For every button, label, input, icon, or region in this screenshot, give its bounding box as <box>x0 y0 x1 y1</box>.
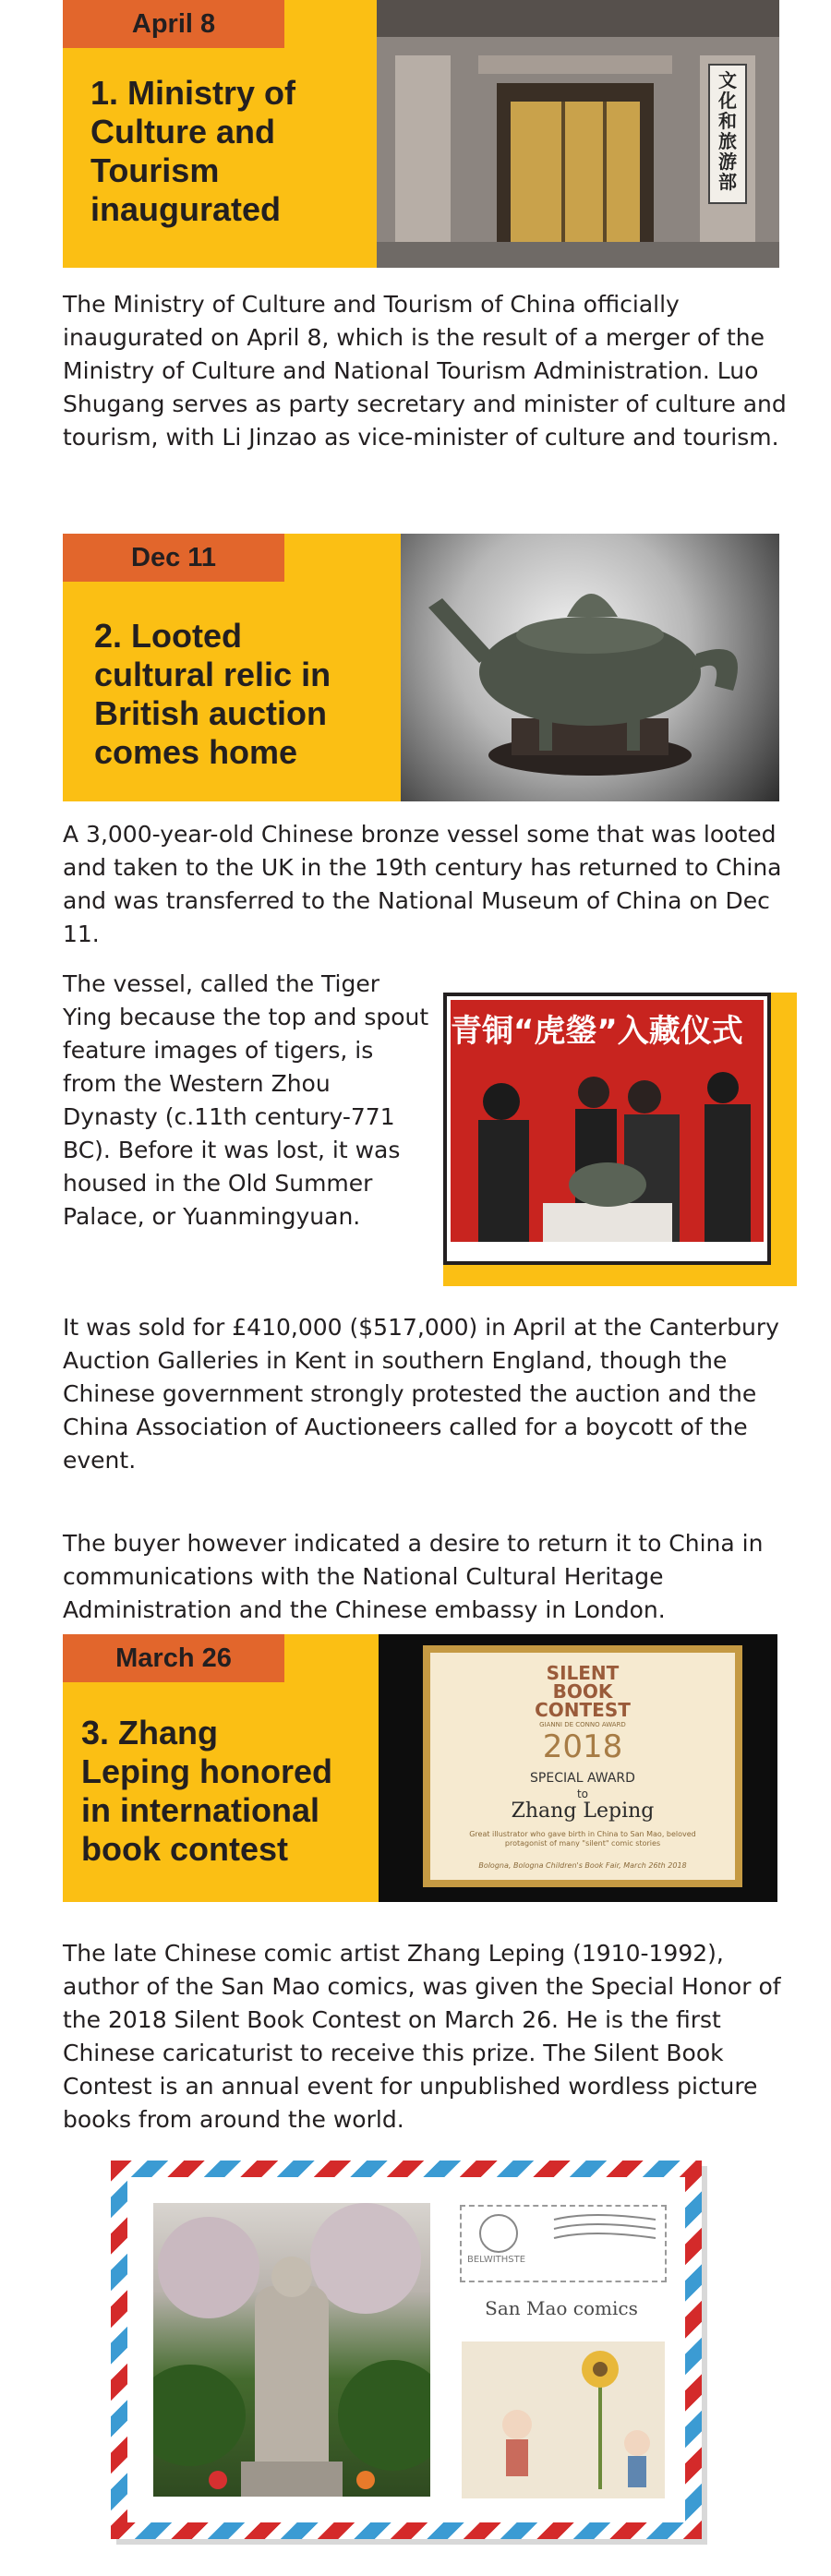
section2-photo <box>401 534 779 801</box>
ceremony-photo-frame <box>443 993 797 1286</box>
sanmao-comic-illustration <box>462 2341 665 2498</box>
section1-paragraph: The Ministry of Culture and Tourism of China officially inaugurated on April 8, which is the result of a merger of the Ministry of Culture and National Tourism Administration. Luo Shugang serves as party secretary and minister of culture and tourism, with Li Jinzao as vice-minister of culture and tourism. <box>63 291 787 451</box>
stamp-text: BELWITHSTE <box>467 2255 526 2265</box>
certificate-frame <box>423 1645 742 1887</box>
postcard-label: San Mao comics <box>485 2297 638 2319</box>
ceremony-photo <box>451 1000 764 1242</box>
cert-to: to <box>576 1788 589 1800</box>
statue-illustration <box>153 2203 430 2497</box>
section1-photo <box>377 0 779 268</box>
cert-desc: Great illustrator who gave birth in China to San Mao, beloved protagonist of many "silent" comic stories <box>469 1830 696 1848</box>
cert-name: Zhang Leping <box>511 1800 655 1823</box>
section2-title: 2. Looted cultural relic in British auction comes home <box>94 617 331 771</box>
cert-line3: CONTEST <box>535 1699 631 1721</box>
certificate-photo <box>379 1634 777 1902</box>
section3-title: 3. Zhang Leping honored in international book contest <box>81 1714 332 1868</box>
cert-award: SPECIAL AWARD <box>530 1771 635 1786</box>
section1-date: April 8 <box>63 0 284 48</box>
section3-paragraph: The late Chinese comic artist Zhang Leping (1910-1992), author of the San Mao comics, was given the Special Honor of the 2018 Silent Book Contest on March 26. He is the first Chinese caricaturist to receive this prize. The Silent Book Contest is an annual event for unpublished wordless picture books from around the world. <box>63 1940 781 2133</box>
cert-small: GIANNI DE CONNO AWARD <box>539 1721 626 1728</box>
ministry-sign-text: 文化和旅游部 <box>718 69 737 193</box>
section2-date: Dec 11 <box>63 534 284 582</box>
sanmao-comic-photo <box>462 2341 665 2498</box>
statue-photo <box>153 2203 430 2497</box>
section2-paragraph-4: The buyer however indicated a desire to return it to China in communications with the National Cultural Heritage Administration and the Chinese embassy in London. <box>63 1530 764 1623</box>
section3-date: March 26 <box>63 1634 284 1682</box>
airmail-postcard <box>111 2161 702 2539</box>
ceremony-illustration <box>451 1000 764 1242</box>
bronze-vessel-illustration <box>401 534 779 801</box>
postcard-body <box>127 2177 685 2522</box>
cert-year: 2018 <box>542 1728 623 1765</box>
postmark-lines-icon <box>462 2210 661 2257</box>
section1-title: 1. Ministry of Culture and Tourism inaugurated <box>90 74 296 228</box>
section2-paragraph-2: The vessel, called the Tiger Ying because the top and spout feature images of tigers, is from the Western Zhou Dynasty (c.11th century-771 BC). Before it was lost, it was housed in the Old Summer Palace, or Yuanmingyuan. <box>63 970 429 1230</box>
section2-paragraph-3: It was sold for £410,000 ($517,000) in April at the Canterbury Auction Galleries in Kent in southern England, though the Chinese government strongly protested the auction and the China Association of Auctioneers called for a boycott of the event. <box>63 1314 779 1474</box>
certificate-paper <box>430 1653 735 1880</box>
section2-paragraph-1: A 3,000-year-old Chinese bronze vessel some that was looted and taken to the UK in the 19th century has returned to China and was transferred to the National Museum of China on Dec 11. <box>63 821 782 947</box>
cert-line1: SILENT <box>546 1662 620 1684</box>
postmark-stamp <box>460 2205 667 2282</box>
cert-footer: Bologna, Bologna Children's Book Fair, March 26th 2018 <box>478 1861 687 1870</box>
cert-line2: BOOK <box>552 1680 613 1703</box>
ceremony-caption: 青铜“虎鎣”入藏仪式 <box>451 1013 743 1050</box>
